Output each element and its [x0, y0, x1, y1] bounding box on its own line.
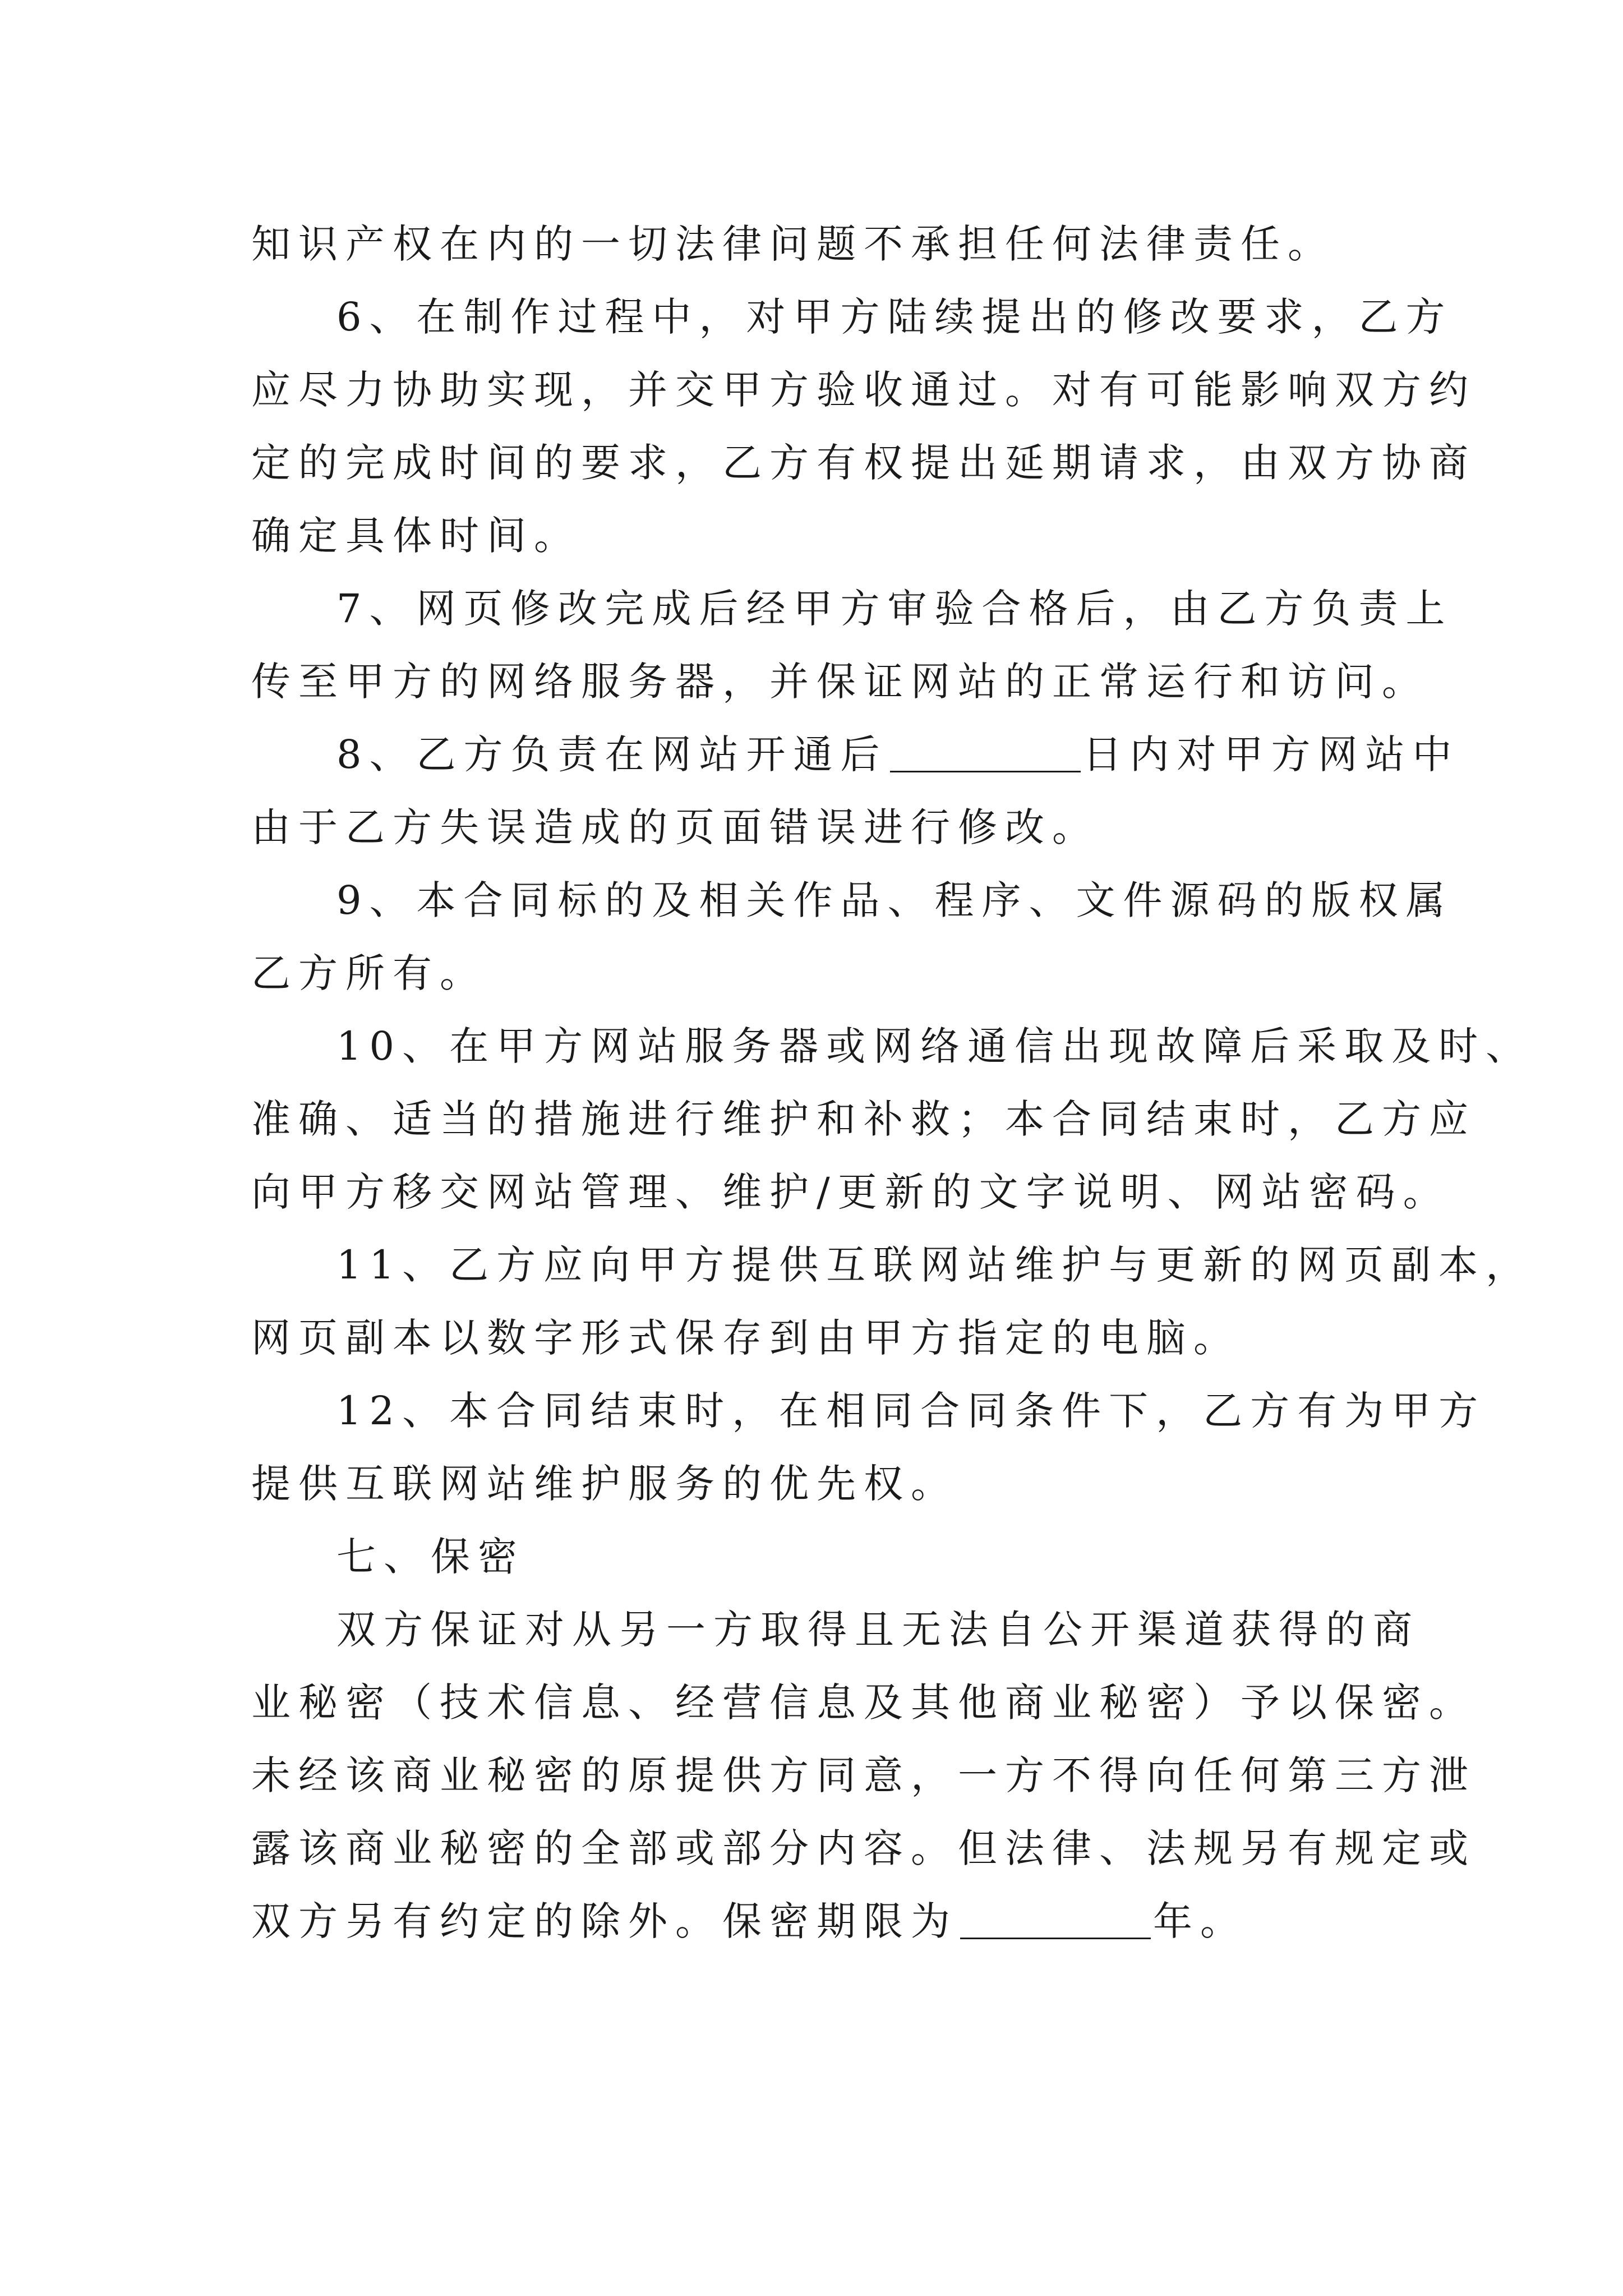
text-line: 应尽力协助实现，并交甲方验收通过。对有可能影响双方约	[251, 367, 1476, 413]
clause-9-line: 9、本合同标的及相关作品、程序、文件源码的版权属	[336, 877, 1453, 923]
text-line: 由于乙方失误造成的页面错误进行修改。	[251, 804, 1099, 850]
section-heading-confidentiality: 七、保密	[336, 1534, 525, 1580]
clause-12-line: 12、本合同结束时，在相同合同条件下，乙方有为甲方	[336, 1388, 1486, 1434]
term-text-before: 双方另有约定的除外。保密期限为	[251, 1898, 958, 1944]
text-line: 向甲方移交网站管理、维护/更新的文字说明、网站密码。	[251, 1169, 1450, 1215]
clause-11-line: 11、乙方应向甲方提供互联网站维护与更新的网页副本，	[336, 1242, 1533, 1288]
clause-8-line	[336, 726, 1460, 783]
text-line: 露该商业秘密的全部或部分内容。但法律、法规另有规定或	[251, 1825, 1476, 1871]
text-line: 准确、适当的措施进行维护和补救；本合同结束时，乙方应	[251, 1096, 1476, 1142]
text-line: 乙方所有。	[251, 950, 487, 996]
text-line: 传至甲方的网络服务器，并保证网站的正常运行和访问。	[251, 659, 1429, 705]
clause-7-line: 7、网页修改完成后经甲方审验合格后，由乙方负责上	[336, 586, 1453, 632]
clause-8-text-before: 8、乙方负责在网站开通后	[336, 731, 888, 777]
text-line: 提供互联网站维护服务的优先权。	[251, 1461, 958, 1507]
clause-6-line: 6、在制作过程中，对甲方陆续提出的修改要求，乙方	[336, 294, 1453, 340]
text-line: 未经该商业秘密的原提供方同意，一方不得向任何第三方泄	[251, 1752, 1476, 1798]
confidentiality-term-line	[251, 1893, 1247, 1949]
term-text-after: 年。	[1153, 1898, 1247, 1944]
text-line: 业秘密（技术信息、经营信息及其他商业秘密）予以保密。	[251, 1680, 1476, 1726]
text-line: 知识产权在内的一切法律问题不承担任何法律责任。	[251, 221, 1335, 267]
clause-10-line: 10、在甲方网站服务器或网络通信出现故障后采取及时、	[336, 1023, 1533, 1069]
text-line: 网页副本以数字形式保存到由甲方指定的电脑。	[251, 1315, 1241, 1361]
text-line: 确定具体时间。	[251, 513, 581, 559]
confidentiality-paragraph-line: 双方保证对从另一方取得且无法自公开渠道获得的商	[336, 1607, 1420, 1653]
years-blank-underline	[960, 1898, 1151, 1939]
text-line: 定的完成时间的要求，乙方有权提出延期请求，由双方协商	[251, 440, 1476, 486]
days-blank-underline	[890, 731, 1081, 772]
clause-8-text-after: 日内对甲方网站中	[1082, 731, 1460, 777]
